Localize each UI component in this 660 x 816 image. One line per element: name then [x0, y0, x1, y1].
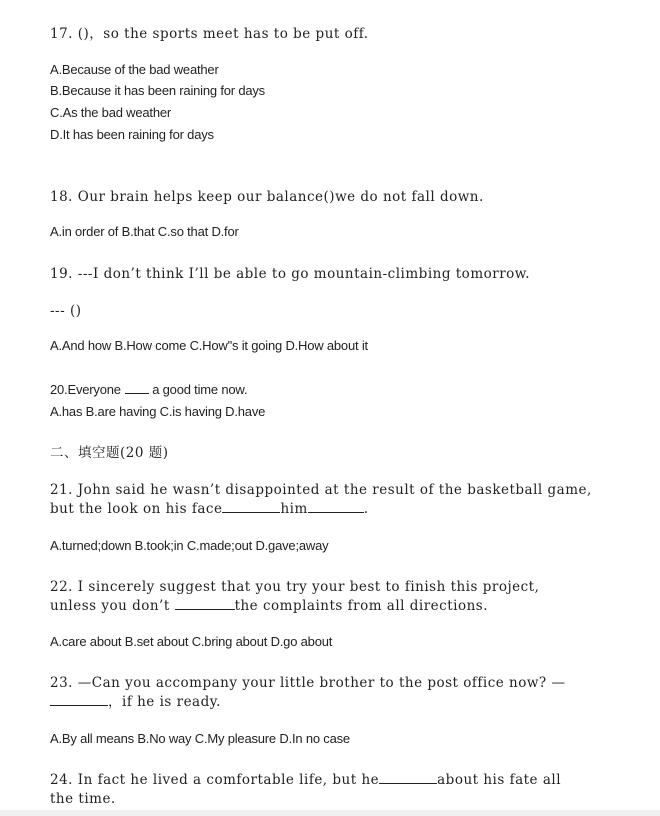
page-bottom-edge	[0, 810, 660, 816]
q21-line2	[50, 500, 624, 519]
q22-line2-pre: unless you don’t	[50, 598, 175, 614]
q18-options: A.in order of B.that C.so that D.for	[50, 224, 239, 239]
q17-option-d: D.It has been raining for days	[50, 127, 214, 142]
q21-line1: 21. John said he wasn’t disappointed at the result of the basketball game,	[50, 482, 592, 498]
q24-blank	[379, 771, 437, 784]
q18-stem: 18. Our brain helps keep our balance()we do not fall down.	[50, 189, 484, 205]
q21-options: A.turned;down B.took;in C.made;out D.gave;away	[50, 538, 329, 553]
q23-line1: 23. —Can you accompany your little brother to the post office now? —	[50, 675, 566, 691]
q24-line2: the time.	[50, 791, 116, 807]
q17-option-a: A.Because of the bad weather	[50, 62, 219, 77]
q24-line1-pre: 24. In fact he lived a comfortable life, but he	[50, 772, 380, 788]
q20-stem	[50, 379, 624, 401]
q22-options: A.care about B.set about C.bring about D.go about	[50, 634, 333, 649]
q22-line1: 22. I sincerely suggest that you try your best to finish this project,	[50, 579, 540, 595]
q22-line2-post: the complaints from all directions.	[234, 598, 489, 614]
q22-line2	[50, 597, 624, 616]
q23-blank	[50, 693, 108, 706]
q23-line2-post: ，if he is ready.	[108, 694, 221, 710]
q21-line2-post: .	[363, 501, 369, 517]
q17-option-c: C.As the bad weather	[50, 105, 172, 120]
q20-stem-post: a good time now.	[148, 382, 248, 397]
q22-blank	[175, 597, 235, 610]
q17-option-b: B.Because it has been raining for days	[50, 83, 265, 98]
q19-stem: 19. ---I don’t think I’ll be able to go mountain-climbing tomorrow.	[50, 266, 531, 282]
q20-blank	[125, 381, 149, 394]
q21-blank-1	[222, 500, 280, 513]
q24-line1-post: about his fate all	[437, 772, 562, 788]
q20-options: A.has B.are having C.is having D.have	[50, 404, 266, 419]
q20-stem-pre: 20.Everyone	[50, 382, 121, 397]
q17-stem: 17. ()，so the sports meet has to be put off.	[50, 26, 369, 42]
q21-line2-mid: him	[280, 501, 308, 517]
q23-line2	[50, 693, 624, 712]
q19-reply: --- ()	[50, 303, 82, 319]
q21-blank-2	[308, 500, 364, 513]
q24-line1	[50, 771, 624, 790]
q23-options: A.By all means B.No way C.My pleasure D.In no case	[50, 731, 350, 746]
q21-line2-pre: but the look on his face	[50, 501, 223, 517]
q19-options: A.And how B.How come C.How"s it going D.How about it	[50, 338, 368, 353]
section-heading: 二、填空题(20 题)	[50, 445, 169, 461]
